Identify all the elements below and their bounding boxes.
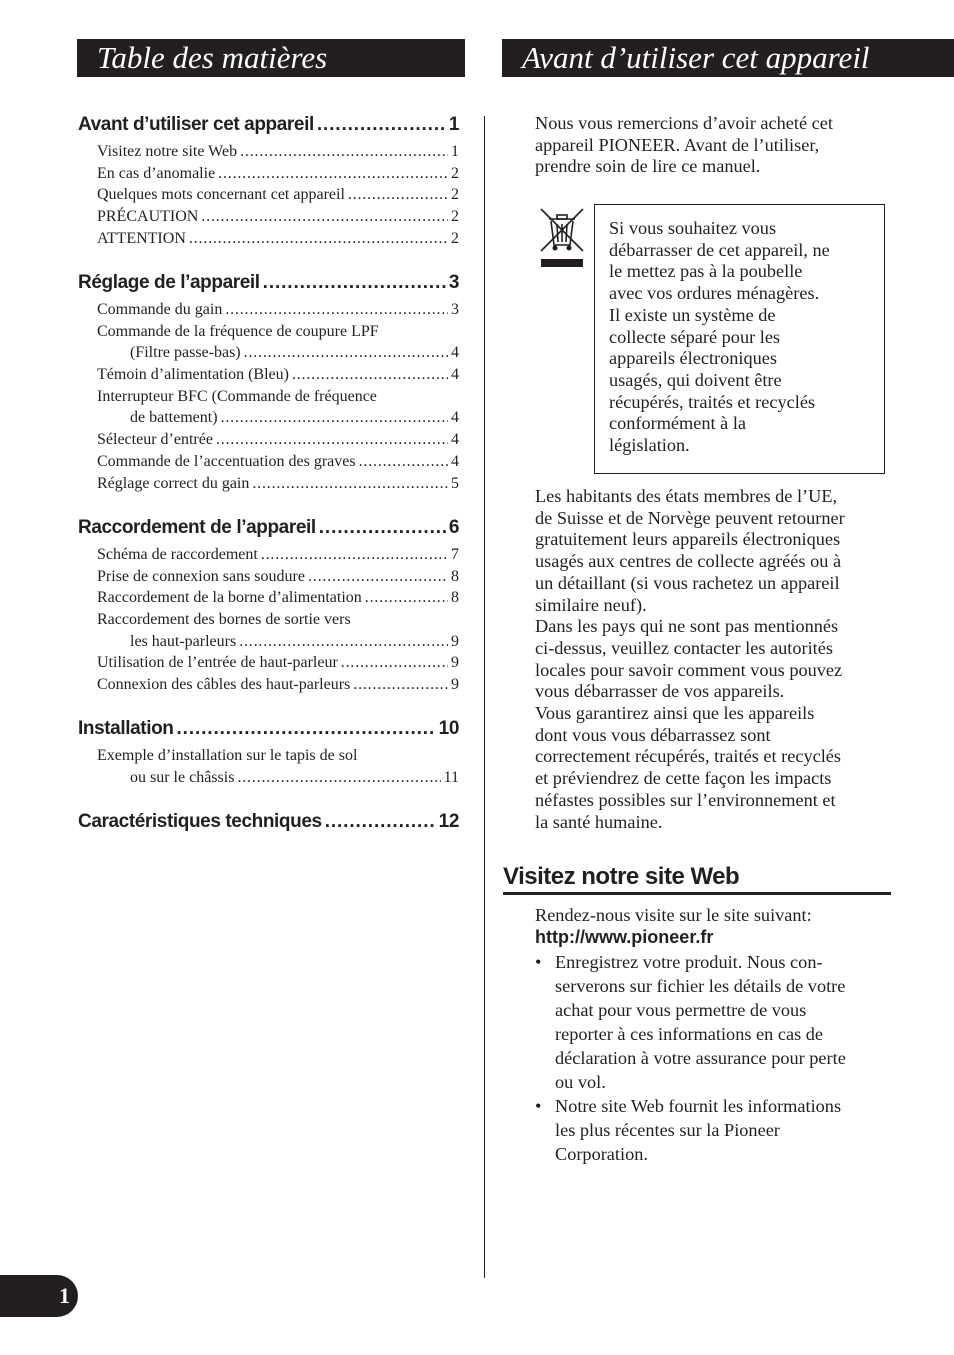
bullet-line: Corporation. bbox=[555, 1144, 648, 1164]
eu-line: Vous garantirez ainsi que les appareils bbox=[535, 703, 815, 724]
eu-line: similaire neuf). bbox=[535, 594, 647, 615]
toc-item[interactable] bbox=[78, 674, 459, 696]
toc-item[interactable] bbox=[78, 544, 459, 566]
weee-line: législation. bbox=[609, 435, 690, 456]
toc-item[interactable] bbox=[78, 451, 459, 473]
eu-line: ci-dessus, veuillez contacter les autorités bbox=[535, 637, 833, 658]
toc-item-page: 8 bbox=[451, 589, 459, 607]
bullet-line: déclaration à votre assurance pour perte bbox=[555, 1048, 846, 1068]
eu-line: néfastes possibles sur l’environnement et bbox=[535, 789, 836, 810]
toc-section-page: 1 bbox=[448, 114, 459, 135]
toc-leader bbox=[359, 451, 448, 473]
toc-leader bbox=[216, 429, 448, 451]
eu-line: et préviendrez de cette façon les impacts bbox=[535, 768, 832, 789]
toc-item-label: Commande de l’accentuation des graves bbox=[97, 452, 356, 470]
toc-item-label: Prise de connexion sans soudure bbox=[97, 567, 305, 585]
toc-item-label: Témoin d’alimentation (Bleu) bbox=[97, 366, 289, 384]
website-url-link[interactable]: http://www.pioneer.fr bbox=[535, 926, 714, 947]
toc-section-page: 10 bbox=[438, 718, 459, 739]
toc-leader bbox=[240, 141, 448, 163]
toc-item[interactable] bbox=[78, 163, 459, 185]
toc-section-title: Caractéristiques techniques bbox=[78, 811, 322, 832]
toc-item[interactable] bbox=[78, 206, 459, 228]
toc-section-page: 6 bbox=[448, 517, 459, 538]
toc-item-label: Quelques mots concernant cet appareil bbox=[97, 186, 345, 204]
toc-item[interactable] bbox=[78, 473, 459, 495]
toc-leader bbox=[244, 342, 448, 364]
website-intro-text: Rendez-nous visite sur le site suivant: bbox=[535, 905, 812, 925]
toc-item-page: 7 bbox=[451, 546, 459, 563]
toc-item-label: ATTENTION bbox=[97, 229, 186, 247]
eu-line: un détaillant (si vous rachetez un appareil bbox=[535, 572, 840, 593]
toc-section bbox=[78, 516, 459, 696]
bullet-line: achat pour vous permettre de vous bbox=[555, 1000, 807, 1020]
bullet-line: reporter à ces informations en cas de bbox=[555, 1024, 824, 1044]
eu-line: gratuitement leurs appareils électroniques bbox=[535, 529, 841, 550]
toc-item-page: 4 bbox=[451, 452, 459, 470]
weee-line: conformément à la bbox=[609, 413, 747, 434]
weee-line: récupérés, traités et recyclés bbox=[609, 391, 816, 412]
toc-item[interactable] bbox=[78, 652, 459, 674]
toc-item[interactable] bbox=[78, 767, 459, 789]
toc-item-page: 9 bbox=[451, 654, 459, 672]
toc-item-label: Schéma de raccordement bbox=[97, 546, 258, 563]
toc-section-title: Avant d’utiliser cet appareil bbox=[78, 114, 314, 135]
eu-line: vous débarrasser de vos appareils. bbox=[535, 681, 785, 702]
website-intro bbox=[535, 905, 891, 948]
toc-item-page: 3 bbox=[451, 301, 459, 318]
toc-item[interactable] bbox=[78, 141, 459, 163]
section-title: Avant d’utiliser cet appareil bbox=[502, 39, 954, 77]
toc-item-label: Visitez notre site Web bbox=[97, 143, 238, 160]
toc-section-entry[interactable] bbox=[78, 113, 459, 137]
intro-line: appareil PIONEER. Avant de l’utiliser, bbox=[535, 134, 820, 155]
toc-leader bbox=[325, 810, 436, 834]
toc-item-page: 2 bbox=[451, 186, 459, 204]
eu-line: correctement récupérés, traités et recyclés bbox=[535, 746, 842, 767]
eu-line: locales pour savoir comment vous pouvez bbox=[535, 659, 843, 680]
weee-line: avec vos ordures ménagères. bbox=[609, 283, 820, 304]
toc-leader bbox=[365, 587, 448, 609]
toc-item-label: Commande du gain bbox=[97, 301, 223, 318]
website-heading: Visitez notre site Web bbox=[503, 861, 891, 895]
toc-section-page: 3 bbox=[448, 272, 459, 293]
toc-item-label: Sélecteur d’entrée bbox=[97, 431, 213, 449]
toc-item[interactable] bbox=[78, 364, 459, 386]
toc-item-page: 9 bbox=[451, 676, 459, 694]
weee-line: le mettez pas à la poubelle bbox=[609, 261, 803, 282]
toc-section bbox=[78, 113, 459, 249]
toc-leader bbox=[239, 631, 448, 653]
toc-gap bbox=[78, 834, 459, 838]
toc-item-continuation: ou sur le châssis bbox=[130, 768, 235, 786]
bullet-item bbox=[535, 950, 891, 1094]
toc-item-continuation: de battement) bbox=[130, 409, 218, 427]
toc-section-entry[interactable] bbox=[78, 271, 459, 295]
toc-item-label: Connexion des câbles des haut-parleurs bbox=[97, 676, 351, 694]
toc-item-label: PRÉCAUTION bbox=[97, 208, 199, 226]
toc-leader bbox=[308, 566, 448, 588]
toc-item-page: 9 bbox=[451, 632, 459, 650]
toc-leader bbox=[221, 407, 448, 429]
bullet-line: serverons sur fichier les détails de votre bbox=[555, 976, 846, 996]
toc-item-page: 4 bbox=[451, 409, 459, 427]
toc-item-page: 11 bbox=[443, 768, 459, 786]
eu-line: la santé humaine. bbox=[535, 811, 663, 832]
bullet-dot: • bbox=[535, 952, 542, 972]
toc-leader bbox=[218, 163, 448, 185]
toc-item-label: Réglage correct du gain bbox=[97, 474, 250, 492]
toc-item-page: 8 bbox=[451, 567, 459, 585]
toc-section-entry[interactable] bbox=[78, 516, 459, 540]
toc-item-page: 2 bbox=[451, 164, 459, 182]
toc-section-title: Réglage de l’appareil bbox=[78, 272, 260, 293]
bullet-line: Notre site Web fournit les informations bbox=[555, 1096, 842, 1116]
toc-section bbox=[78, 810, 459, 838]
weee-notice-box bbox=[594, 204, 885, 474]
toc-item[interactable] bbox=[78, 184, 459, 206]
crossed-bin-icon bbox=[535, 203, 589, 269]
toc-item-page: 2 bbox=[451, 208, 459, 226]
eu-line: de Suisse et de Norvège peuvent retourner bbox=[535, 507, 845, 528]
toc-item[interactable] bbox=[78, 566, 459, 588]
toc-item-page: 4 bbox=[451, 366, 459, 384]
bullet-line: ou vol. bbox=[555, 1072, 606, 1092]
weee-line: collecte séparé pour les bbox=[609, 326, 781, 347]
intro-line: prendre soin de lire ce manuel. bbox=[535, 156, 761, 177]
toc-item-page: 2 bbox=[451, 229, 459, 247]
website-bullet-list bbox=[535, 950, 891, 1166]
intro-line: Nous vous remercions d’avoir acheté cet bbox=[535, 113, 833, 133]
toc-item-label: En cas d’anomalie bbox=[97, 164, 216, 182]
toc-item-label[interactable]: Interrupteur BFC (Commande de fréquence bbox=[97, 387, 377, 405]
toc-item-continuation: les haut-parleurs bbox=[130, 632, 237, 650]
toc-leader bbox=[261, 544, 448, 566]
toc-item[interactable] bbox=[78, 407, 459, 429]
toc-item[interactable] bbox=[78, 299, 459, 321]
toc-item[interactable] bbox=[78, 631, 459, 653]
eu-line: dont vous vous débarrassez sont bbox=[535, 724, 771, 745]
eu-recycling-paragraph bbox=[535, 486, 891, 833]
weee-line: débarrasser de cet appareil, ne bbox=[609, 239, 830, 260]
toc-leader bbox=[263, 271, 446, 295]
toc-item[interactable] bbox=[78, 228, 459, 250]
weee-line: Il existe un système de bbox=[609, 304, 776, 325]
toc-item[interactable] bbox=[78, 587, 459, 609]
toc-item-label[interactable]: Raccordement des bornes de sortie vers bbox=[97, 611, 351, 629]
toc-item-page: 1 bbox=[451, 143, 459, 160]
toc-item-continuation: (Filtre passe-bas) bbox=[130, 344, 241, 362]
weee-line: usagés, qui doivent être bbox=[609, 369, 782, 390]
toc-item[interactable] bbox=[78, 429, 459, 451]
toc-leader bbox=[252, 473, 448, 495]
toc-section-page: 12 bbox=[438, 811, 459, 832]
column-divider bbox=[484, 116, 485, 1278]
bullet-dot: • bbox=[535, 1096, 542, 1116]
toc-item-label[interactable]: Commande de la fréquence de coupure LPF bbox=[97, 322, 379, 340]
weee-line: appareils électroniques bbox=[609, 348, 778, 369]
toc-item[interactable] bbox=[78, 342, 459, 364]
toc-leader bbox=[225, 299, 448, 321]
intro-paragraph bbox=[535, 113, 891, 178]
toc-section-title: Installation bbox=[78, 718, 174, 739]
toc-section bbox=[78, 271, 459, 494]
toc-leader bbox=[189, 228, 448, 250]
toc-section-entry[interactable] bbox=[78, 810, 459, 834]
weee-line: Si vous souhaitez vous bbox=[609, 218, 777, 238]
toc-item-label: Utilisation de l’entrée de haut-parleur bbox=[97, 654, 338, 672]
bullet-line: les plus récentes sur la Pioneer bbox=[555, 1120, 780, 1140]
toc-section bbox=[78, 717, 459, 788]
toc-item-label[interactable]: Exemple d’installation sur le tapis de sol bbox=[97, 747, 358, 764]
toc-leader bbox=[177, 717, 436, 741]
eu-line: Dans les pays qui ne sont pas mentionnés bbox=[535, 616, 839, 637]
toc-leader bbox=[353, 674, 448, 696]
toc-item-page: 4 bbox=[451, 344, 459, 362]
toc-leader bbox=[237, 767, 440, 789]
toc-item-page: 4 bbox=[451, 431, 459, 449]
toc-leader bbox=[341, 652, 448, 674]
toc-section-title: Raccordement de l’appareil bbox=[78, 517, 316, 538]
toc-item-page: 5 bbox=[451, 474, 459, 492]
eu-line: Les habitants des états membres de l’UE, bbox=[535, 486, 838, 506]
eu-line: usagés aux centres de collecte agréés ou à bbox=[535, 551, 842, 572]
bullet-item bbox=[535, 1094, 891, 1166]
toc-leader bbox=[319, 516, 446, 540]
toc-leader bbox=[317, 113, 446, 137]
toc-leader bbox=[292, 364, 448, 386]
bullet-line: Enregistrez votre produit. Nous con- bbox=[555, 952, 823, 972]
toc-leader bbox=[348, 184, 448, 206]
toc-leader bbox=[201, 206, 448, 228]
toc-item-label: Raccordement de la borne d’alimentation bbox=[97, 589, 362, 607]
page-number: 1 bbox=[0, 1275, 78, 1317]
toc-section-entry[interactable] bbox=[78, 717, 459, 741]
toc-title: Table des matières bbox=[77, 39, 465, 77]
